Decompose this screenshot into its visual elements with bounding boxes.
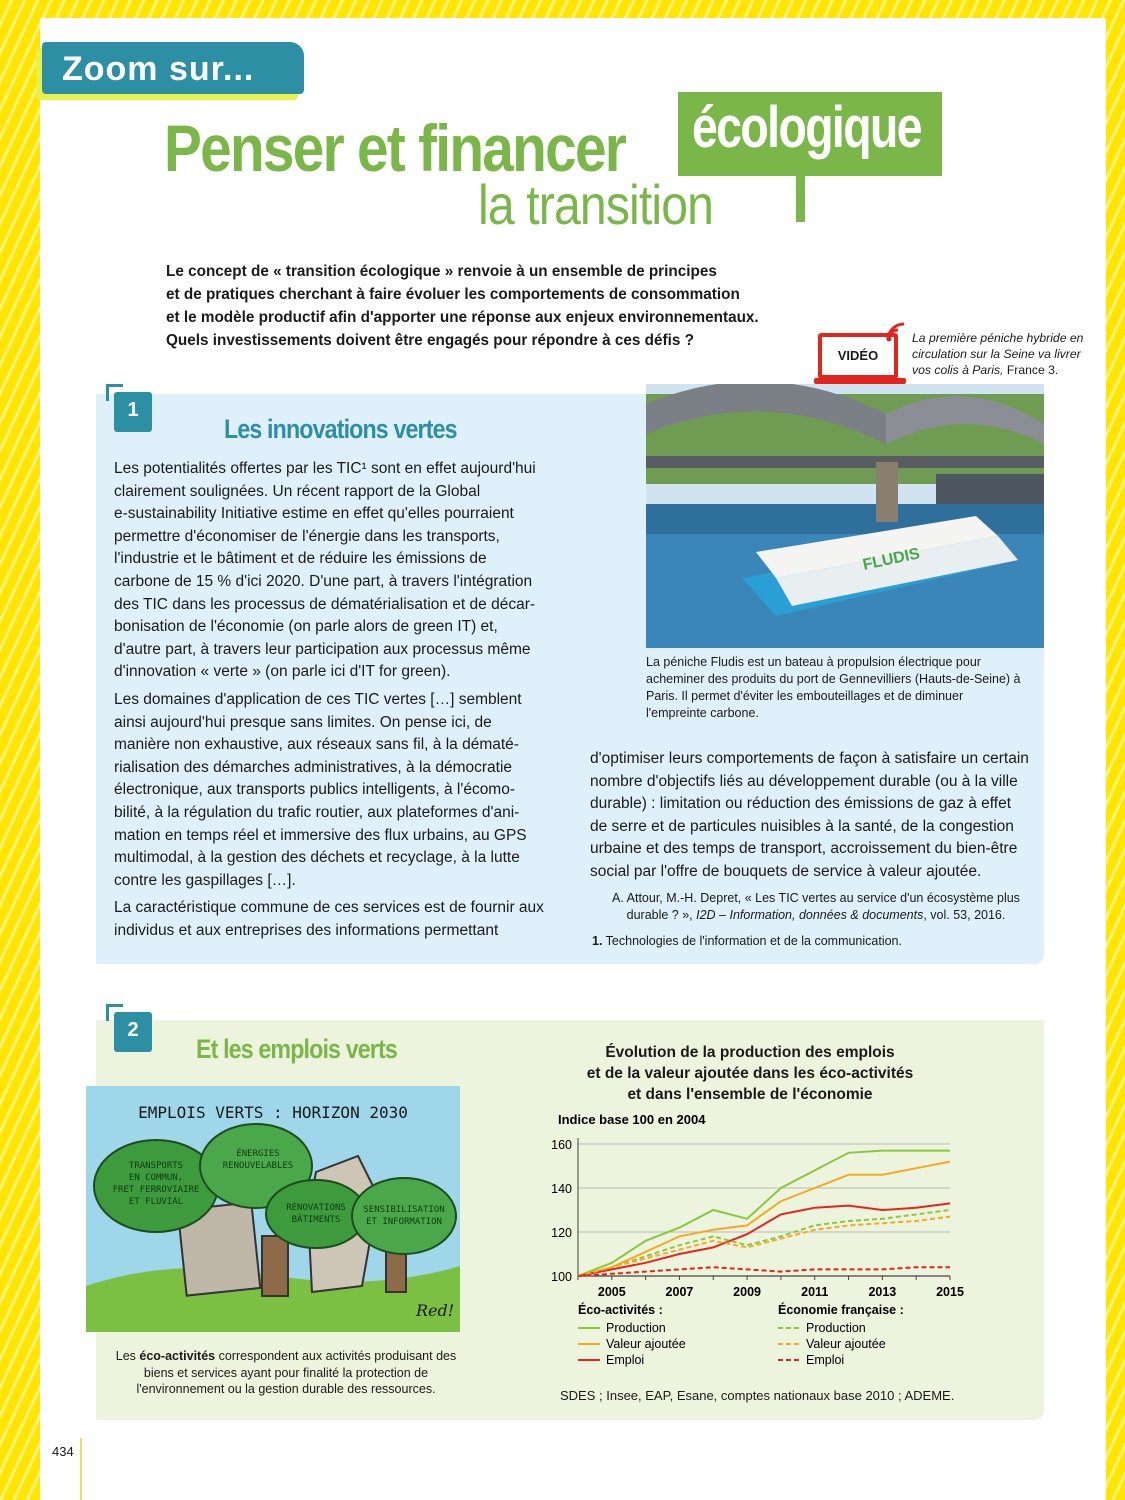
page-subtitle: la transition — [478, 173, 714, 236]
text-line: Les potentialités offertes par les TIC¹ sont en effet aujourd'hui — [114, 460, 536, 477]
text-line: carbone de 15 % d'ici 2020. D'une part, à travers l'intégration — [114, 572, 533, 590]
chart-title-line: et de la valeur ajoutée dans les éco-activités — [586, 1065, 914, 1082]
text-line: Les domaines d'application de ces TIC vertes […] semblent — [114, 690, 522, 708]
text-line: nombre d'objectifs liés au développement durable (ou à la ville — [590, 772, 1018, 790]
series-line-economie-4 — [578, 1217, 950, 1276]
paragraph — [114, 897, 552, 942]
footnote-text: Technologies de l'information et de la communication. — [602, 934, 902, 948]
cartoon-label-sensibilisation: ET INFORMATION — [366, 1217, 442, 1227]
video-caption-title: La première péniche hybride en circulation sur la Seine va livrer vos colis à Paris, — [912, 331, 1084, 377]
x-tick-label: 2013 — [868, 1285, 897, 1299]
series-line-economie-5 — [578, 1267, 950, 1276]
paragraph — [590, 748, 1030, 884]
text-line: multimodal, à la gestion des déchets et recyclage, à la lutte — [114, 849, 520, 867]
zoom-tag: Zoom sur... — [42, 42, 304, 94]
intro-text — [166, 260, 826, 352]
text-line: manière non exhaustive, aux réseaux sans fil, à la dématé- — [114, 736, 519, 754]
legend-label: Emploi — [606, 1353, 645, 1367]
legend-label: Emploi — [806, 1353, 845, 1367]
legend-label: Production — [806, 1321, 866, 1335]
x-tick-label: 2005 — [597, 1285, 626, 1299]
cartoon-label-transports: EN COMMUN, — [128, 1173, 184, 1183]
cartoon-label-energies: RENOUVELABLES — [222, 1161, 294, 1171]
page-title: Penser et financer — [164, 111, 626, 185]
text-line: contre les gaspillages […]. — [114, 871, 296, 889]
source-line: A. Attour, M.-H. Depret, « Les TIC vertes au service d'un écosystème plus — [612, 891, 1020, 905]
cartoon-label-energies: ÉNERGIES — [236, 1149, 280, 1159]
source-journal: I2D – Information, données & documents — [696, 908, 924, 922]
source-part: durable ? », — [626, 908, 697, 922]
y-axis-label: Indice base 100 en 2004 — [558, 1112, 706, 1127]
intro-line: et le modèle productif afin d'apporter une réponse aux enjeux environnementaux. — [166, 309, 759, 326]
cartoon-label-transports: TRANSPORTS — [128, 1161, 184, 1171]
chart-title — [560, 1042, 940, 1105]
video-caption[interactable] — [912, 330, 1098, 378]
y-tick-label: 160 — [551, 1138, 572, 1152]
section1-continuation — [590, 748, 1030, 889]
y-tick-label: 120 — [551, 1226, 572, 1240]
chart-title-line: Évolution de la production des emplois — [605, 1044, 895, 1061]
source-part: , vol. 53, 2016. — [923, 908, 1006, 922]
text-line: électronique, aux transports publics intelligents, à l'écomo- — [114, 781, 516, 799]
legend-label: Production — [606, 1321, 666, 1335]
photo-caption: La péniche Fludis est un bateau à propulsion électrique pour acheminer des produits du port de Gennevilliers (Hauts-de-Seine) à Paris. Il permet d'éviter les embouteillages et de diminuer l'empreinte carbone. — [646, 655, 1021, 720]
text-line: d'autre part, à travers leur participation aux processus même — [114, 640, 531, 658]
text-line: durable) : limitation ou réduction des émissions de gaz à effet — [590, 795, 1012, 813]
line-chart — [548, 1106, 968, 1386]
cartoon-signature: Red! — [416, 1301, 455, 1320]
paragraph — [114, 458, 552, 684]
cartoon-drawing — [86, 1086, 460, 1332]
cartoon-title: EMPLOIS VERTS : HORIZON 2030 — [138, 1103, 408, 1122]
text-line: de serre et de particules nuisibles à la santé, de la congestion — [590, 817, 1014, 835]
text-line: d'innovation « verte » (on parle ici d'IT for green). — [114, 663, 451, 681]
x-tick-label: 2011 — [801, 1285, 829, 1299]
caption-part: correspondent aux activités produisant des biens et services ayant pour finalité la protection de l'environnement ou la gestion durable des ressources. — [136, 1349, 457, 1396]
cartoon-label-transports: ET FLUVIAL — [128, 1197, 184, 1207]
title-sign — [678, 92, 942, 176]
cartoon-label-renovations: RÉNOVATIONS — [286, 1203, 346, 1213]
series-line-eco-1 — [578, 1162, 950, 1276]
cartoon-illustration — [86, 1086, 460, 1332]
legend-group-label: Économie française : — [778, 1303, 904, 1317]
section-number-badge: 2 — [114, 1012, 152, 1052]
y-tick-label: 100 — [551, 1270, 572, 1284]
text-line: La caractéristique commune de ces services est de fournir aux — [114, 899, 544, 917]
caption-keyword: éco-activités — [139, 1349, 216, 1363]
title-sign-text: écologique — [692, 95, 921, 160]
footnote — [592, 934, 902, 948]
text-line: clairement soulignées. Un récent rapport de la Global — [114, 482, 481, 500]
barge-photo — [646, 384, 1044, 648]
text-line: individus et aux entreprises des informations permettant — [114, 921, 499, 939]
intro-line: Le concept de « transition écologique » renvoie à un ensemble de principes — [166, 263, 717, 280]
text-line: ainsi aujourd'hui presque sans limites. On pense ici, de — [114, 713, 492, 731]
source-citation — [596, 890, 1036, 924]
source-line — [596, 907, 1036, 924]
section1-text — [114, 458, 552, 947]
text-line: rialisation des démarches administratives, à la démocratie — [114, 758, 513, 776]
footnote-number: 1. — [592, 934, 603, 948]
section-title: Et les emplois verts — [196, 1034, 397, 1064]
text-line: des TIC dans les processus de dématérialisation et de décar- — [114, 595, 536, 613]
text-line: bilité, à la régulation du trafic routier, aux plateformes d'ani- — [114, 803, 520, 821]
video-caption-source: France 3. — [1003, 363, 1059, 377]
text-line: mation en temps réel et immersive des flux urbains, au GPS — [114, 826, 527, 844]
video-label: VIDÉO — [837, 348, 879, 363]
section-number-badge: 1 — [114, 392, 152, 432]
x-tick-label: 2009 — [733, 1285, 761, 1299]
paragraph — [114, 689, 552, 892]
text-line: e-sustainability Initiative estime en effet qu'elles pourraient — [114, 505, 514, 523]
page-number: 434 — [52, 1444, 74, 1459]
text-line: bonisation de l'économie (on parle alors de green IT) et, — [114, 618, 498, 636]
chart-source: SDES ; Insee, EAP, Esane, comptes nationaux base 2010 ; ADEME. — [560, 1388, 955, 1403]
text-line: l'industrie et le bâtiment et de réduire les émissions de — [114, 550, 487, 568]
section-title: Les innovations vertes — [224, 414, 457, 444]
barge-name: FLUDIS — [861, 545, 922, 574]
intro-line: Quels investissements doivent être engagés pour répondre à ces défis ? — [166, 332, 694, 349]
page-divider — [80, 1438, 82, 1500]
cartoon-label-transports: FRET FERROVIAIRE — [112, 1185, 200, 1195]
y-tick-label: 140 — [551, 1182, 572, 1196]
barge-illustration — [646, 384, 1044, 648]
legend-group-label: Éco-activités : — [578, 1303, 663, 1317]
x-tick-label: 2015 — [936, 1285, 964, 1299]
cartoon-label-sensibilisation: SENSIBILISATION — [363, 1205, 445, 1215]
intro-line: et de pratiques cherchant à faire évoluer les comportements de consommation — [166, 286, 740, 303]
caption-part: Les — [115, 1349, 140, 1363]
text-line: urbaine et des temps de transport, accroissement du bien-être — [590, 840, 1018, 858]
cartoon-caption — [110, 1348, 462, 1398]
cartoon-label-renovations: BÂTIMENTS — [291, 1215, 341, 1225]
sign-pole — [796, 176, 805, 222]
chart-title-line: et dans l'ensemble de l'économie — [627, 1086, 873, 1103]
wifi-icon — [882, 318, 912, 344]
text-line: d'optimiser leurs comportements de façon à satisfaire un certain — [590, 750, 1029, 767]
text-line: social par l'offre de bouquets de service à valeur ajoutée. — [590, 862, 982, 880]
text-line: permettre d'économiser de l'énergie dans les transports, — [114, 527, 500, 545]
legend-label: Valeur ajoutée — [806, 1337, 886, 1351]
x-tick-label: 2007 — [665, 1285, 694, 1299]
legend-label: Valeur ajoutée — [606, 1337, 686, 1351]
